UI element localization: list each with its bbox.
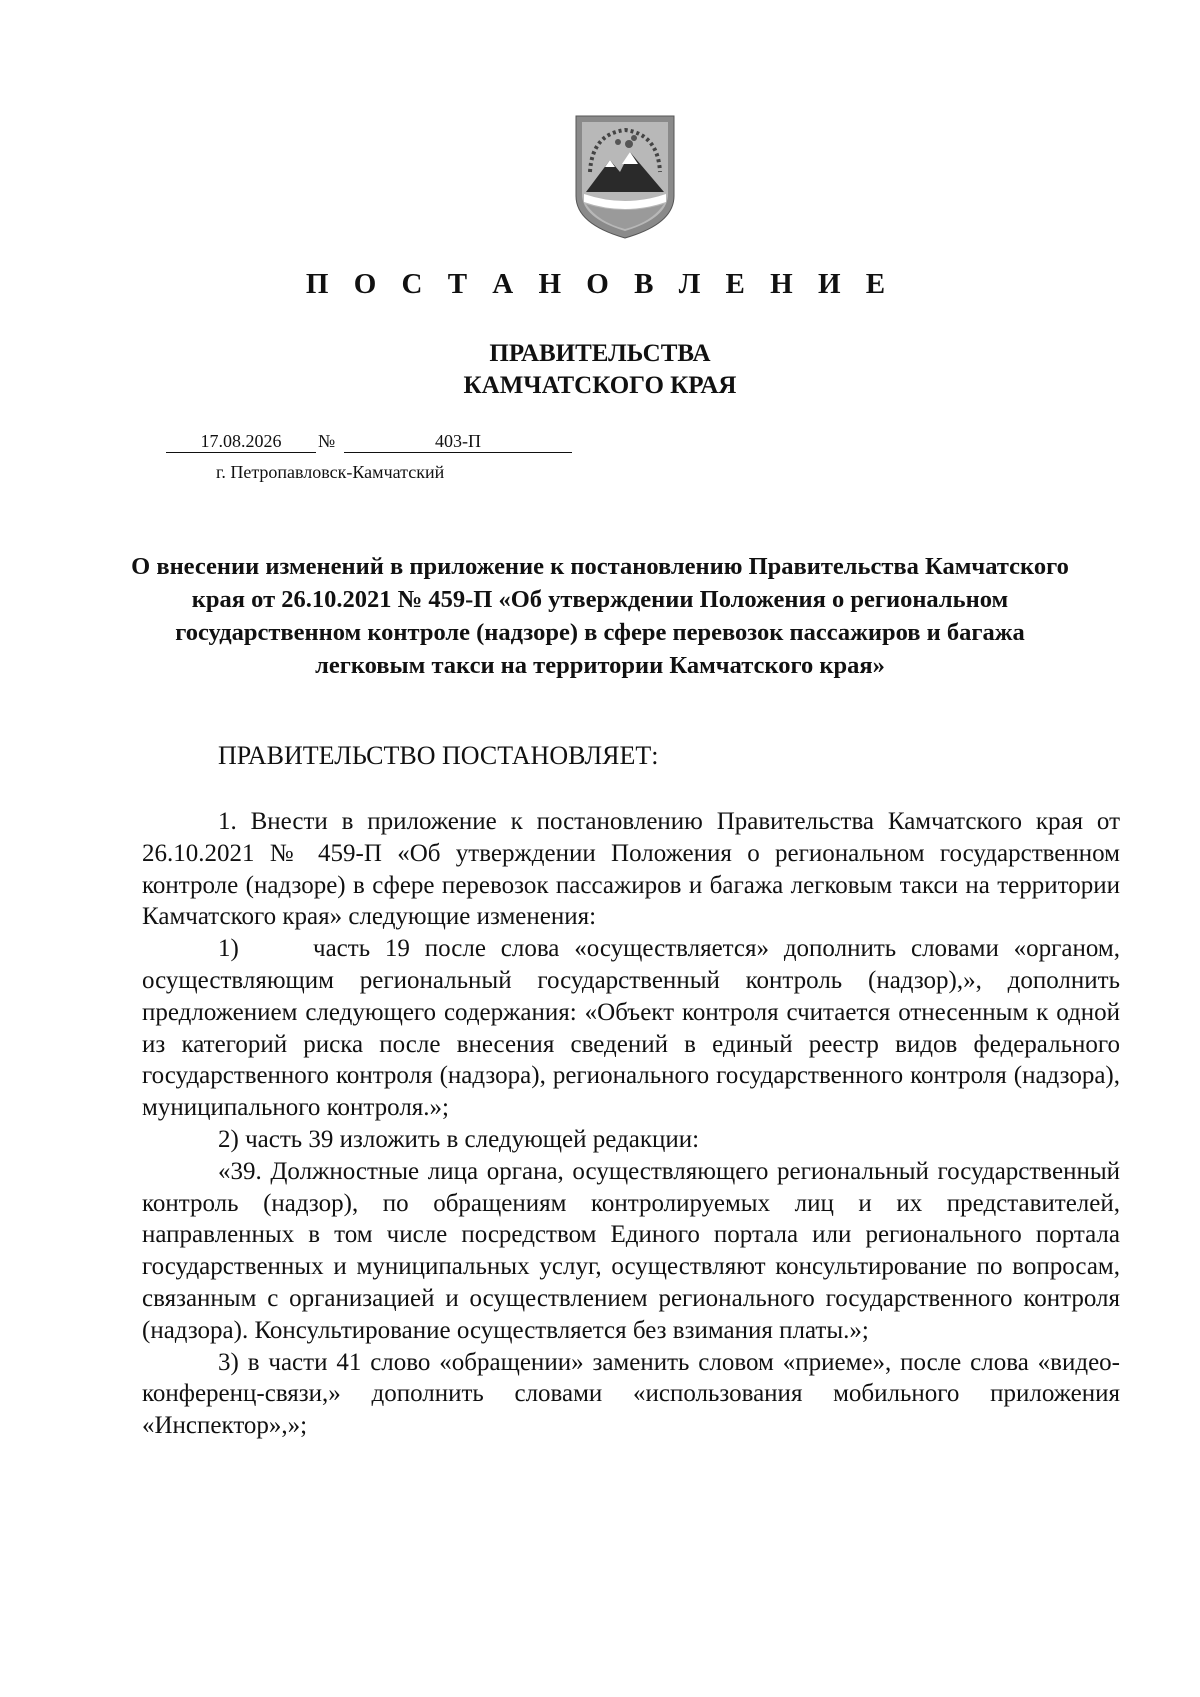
issuer-heading (0, 338, 1200, 402)
document-number: 403-П (344, 430, 572, 453)
number-sign: № (318, 431, 336, 451)
document-body (142, 806, 1120, 1442)
issuer-line-2: КАМЧАТСКОГО КРАЯ (463, 372, 737, 399)
order-heading: ПРАВИТЕЛЬСТВО ПОСТАНОВЛЯЕТ: (218, 741, 659, 770)
body-paragraph: 3) в части 41 слово «обращении» заменить словом «приеме», после слова «видео-конференц-связи,» дополнить словами «использования мобильного приложения «Инспектор»,»; (142, 1348, 1120, 1440)
body-paragraph: 1) часть 19 после слова «осуществляется» дополнить словами «органом, осуществляющим региональный государственный контроль (надзор),», дополнить предложением следующего содержания: «Объект контроля считается отнесенным к одной из категорий риска после внесения сведений в единый реестр видов федерального государственного контроля (надзора), регионального государственного контроля (надзора), муниципального контроля.»; (142, 935, 1120, 1122)
document-subject: О внесении изменений в приложение к постановлению Правительства Камчатского края от 26.10.2021 № 459-П «Об утверждении Положения о региональном государственном контроле (надзоре) в сфере перевозок пассажиров и багажа легковым такси на территории Камчатского края» (131, 553, 1069, 679)
body-paragraph: 1. Внести в приложение к постановлению Правительства Камчатского края от 26.10.2021 № 459-П «Об утверждении Положения о региональном государственном контроле (надзоре) в сфере перевозок пассажиров и багажа легковым такси на территории Камчатского края» следующие изменения: (142, 808, 1120, 931)
body-paragraph: 2) часть 39 изложить в следующей редакции: (218, 1125, 700, 1153)
body-paragraph: «39. Должностные лица органа, осуществляющего региональный государственный контроль (надзор), по обращениям контролируемых лиц и их представителей, направленных в том числе посредством Единого портала или регионального портала государственных и муниципальных услуг, осуществляют консультирование по вопросам, связанным с организацией и осуществлением регионального государственного контроля (надзора). Консультирование осуществляется без взимания платы.»; (142, 1157, 1120, 1344)
registration-line (166, 430, 596, 454)
document-type-heading: П О С Т А Н О В Л Е Н И Е (305, 268, 895, 300)
kamchatka-coat-of-arms-icon (572, 112, 678, 242)
city-line: г. Петропавловск-Камчатский (216, 462, 445, 482)
document-date: 17.08.2026 (166, 430, 316, 453)
issuer-line-1: ПРАВИТЕЛЬСТВА (489, 340, 711, 367)
